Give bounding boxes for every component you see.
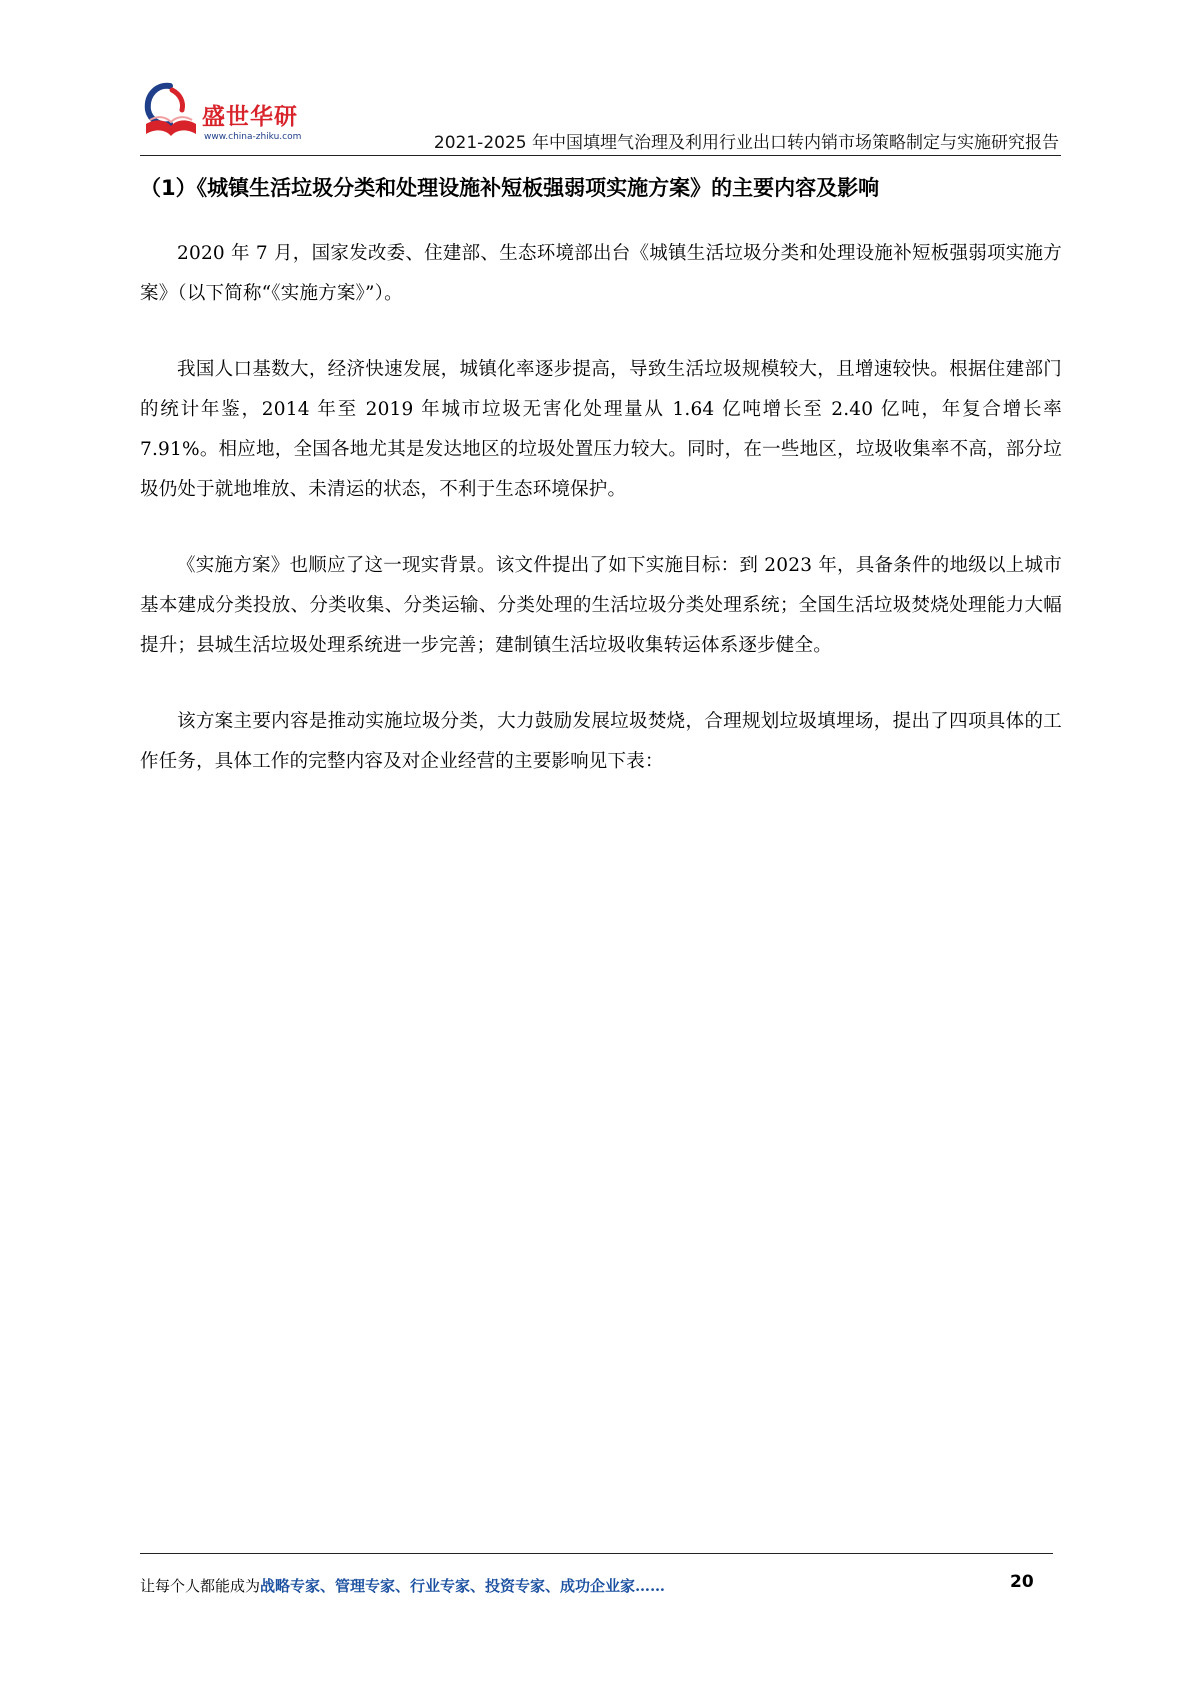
paragraph: 我国人口基数大，经济快速发展，城镇化率逐步提高，导致生活垃圾规模较大，且增速较快。根据住建部门的统计年鉴，2014 年至 2019 年城市垃圾无害化处理量从 1.64 亿吨增长至 2.40 亿吨，年复合增长率 7.91%。相应地，全国各地尤其是发达地区的垃圾处置压力较大。同时，在一些地区，垃圾收集率不高，部分垃圾仍处于就地堆放、未清运的状态，不利于生态环境保护。: [140, 359, 1062, 500]
page-number: 20: [1010, 1572, 1034, 1592]
footer-slogan-highlight: 战略专家、管理专家、行业专家、投资专家、成功企业家……: [260, 1577, 666, 1595]
footer-slogan: [140, 1575, 665, 1596]
company-logo: [140, 80, 320, 152]
page-header: [0, 0, 1191, 160]
logo-name: 盛世华研: [202, 104, 298, 130]
section-heading: （1）《城镇生活垃圾分类和处理设施补短板强弱项实施方案》的主要内容及影响: [140, 176, 880, 200]
footer-divider: [140, 1553, 1053, 1554]
body-text: [140, 234, 1062, 818]
paragraph: 2020 年 7 月，国家发改委、住建部、生态环境部出台《城镇生活垃圾分类和处理设施补短板强弱项实施方案》（以下简称“《实施方案》”）。: [140, 243, 1062, 304]
paragraph: 《实施方案》也顺应了这一现实背景。该文件提出了如下实施目标：到 2023 年，具备条件的地级以上城市基本建成分类投放、分类收集、分类运输、分类处理的生活垃圾分类处理系统；全国生活垃圾焚烧处理能力大幅提升；县城生活垃圾处理系统进一步完善；建制镇生活垃圾收集转运体系逐步健全。: [140, 555, 1062, 656]
footer-slogan-lead: 让每个人都能成为: [140, 1577, 261, 1595]
paragraph: 该方案主要内容是推动实施垃圾分类，大力鼓励发展垃圾焚烧，合理规划垃圾填埋场，提出了四项具体的工作任务，具体工作的完整内容及对企业经营的主要影响见下表：: [140, 711, 1062, 772]
logo-book-icon: [140, 80, 202, 144]
logo-url: www.china-zhiku.com: [204, 132, 302, 142]
report-title: 2021-2025 年中国填埋气治理及利用行业出口转内销市场策略制定与实施研究报告: [433, 133, 1059, 153]
header-divider: [140, 155, 1061, 156]
